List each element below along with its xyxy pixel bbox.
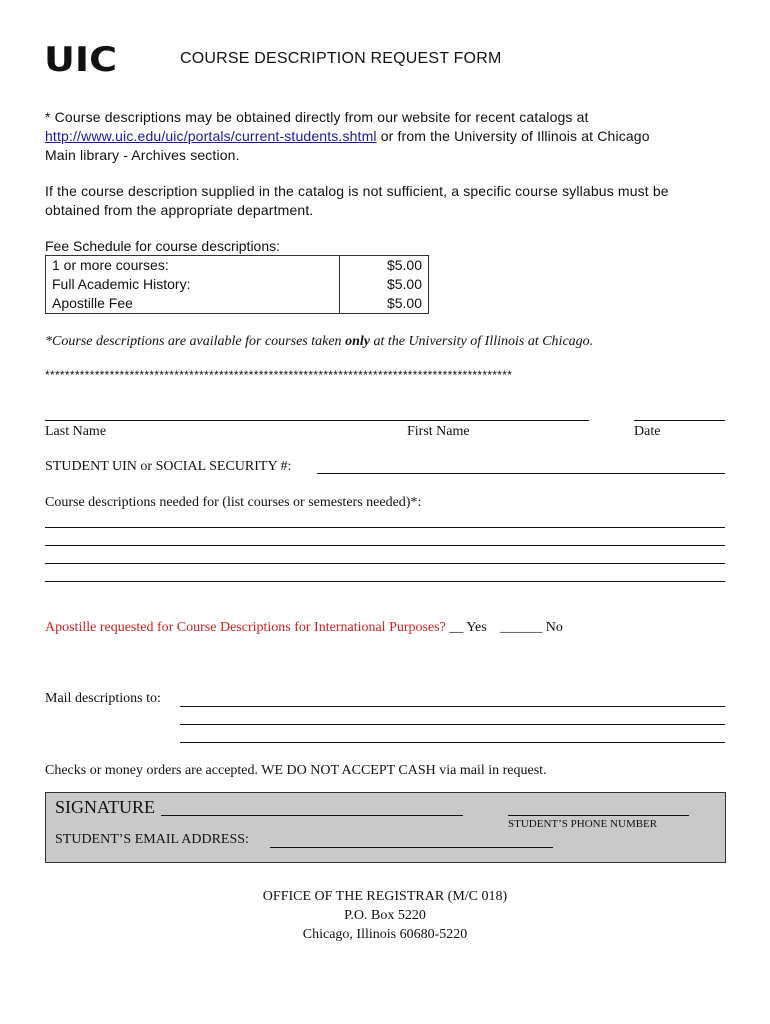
courses-field-line[interactable] xyxy=(45,545,725,546)
syllabus-line-2: obtained from the appropriate department. xyxy=(45,202,314,218)
apostille-row xyxy=(45,620,563,636)
registrar-address xyxy=(0,887,770,944)
intro-line-2-rest: or from the University of Illinois at Chicago xyxy=(376,128,650,144)
courses-label: Course descriptions needed for (list courses or semesters needed)*: xyxy=(45,495,422,510)
fee-price: $5.00 xyxy=(340,256,429,276)
email-field-line[interactable] xyxy=(270,847,553,848)
apostille-yes-blank[interactable]: __ xyxy=(449,620,464,635)
mail-field-line[interactable] xyxy=(180,742,725,743)
fee-table xyxy=(45,255,429,314)
apostille-question: Apostille requested for Course Descriptions for International Purposes? xyxy=(45,620,446,635)
fee-price: $5.00 xyxy=(340,294,429,314)
availability-note xyxy=(45,334,593,350)
intro-line-1: * Course descriptions may be obtained directly from our website for recent catalogs at xyxy=(45,109,589,125)
signature-label: SIGNATURE xyxy=(55,797,156,817)
name-field-line[interactable] xyxy=(45,420,589,421)
note-after: at the University of Illinois at Chicago. xyxy=(369,334,594,349)
intro-paragraph xyxy=(45,108,735,165)
apostille-yes-label: Yes xyxy=(466,620,487,635)
courses-field-line[interactable] xyxy=(45,563,725,564)
address-line-1: OFFICE OF THE REGISTRAR (M/C 018) xyxy=(262,889,508,904)
syllabus-line-1: If the course description supplied in the catalog is not sufficient, a specific course syllabus must be xyxy=(45,183,669,199)
payment-note: Checks or money orders are accepted. WE DO NOT ACCEPT CASH via mail in request. xyxy=(45,763,547,778)
intro-line-3: Main library - Archives section. xyxy=(45,147,240,163)
catalog-link[interactable]: http://www.uic.edu/uic/portals/current-students.shtml xyxy=(45,128,377,144)
syllabus-note xyxy=(45,182,735,220)
address-line-2: P.O. Box 5220 xyxy=(344,908,426,923)
phone-label: STUDENT’S PHONE NUMBER xyxy=(508,818,658,830)
intro-line-2 xyxy=(45,127,735,146)
mail-field-line[interactable] xyxy=(180,706,725,707)
date-field-line[interactable] xyxy=(634,420,725,421)
apostille-no-blank[interactable]: ______ xyxy=(500,620,543,635)
table-row xyxy=(46,256,429,276)
address-line-3: Chicago, Illinois 60680-5220 xyxy=(302,927,468,942)
apostille-no-label: No xyxy=(545,620,563,635)
page-title: COURSE DESCRIPTION REQUEST FORM xyxy=(180,50,502,67)
signature-field-line[interactable] xyxy=(161,815,463,816)
table-row xyxy=(46,294,429,314)
fee-schedule-caption: Fee Schedule for course descriptions: xyxy=(45,238,281,254)
fee-item: 1 or more courses: xyxy=(46,256,340,276)
courses-field-line[interactable] xyxy=(45,581,725,582)
fee-item: Full Academic History: xyxy=(46,275,340,294)
fee-price: $5.00 xyxy=(340,275,429,294)
mail-field-line[interactable] xyxy=(180,724,725,725)
uin-field-line[interactable] xyxy=(317,473,725,474)
fee-item: Apostille Fee xyxy=(46,294,340,314)
courses-field-line[interactable] xyxy=(45,527,725,528)
asterisk-separator: ********************************************************************************************** xyxy=(45,368,513,382)
email-label: STUDENT’S EMAIL ADDRESS: xyxy=(55,832,249,847)
uic-logo: UIC xyxy=(44,40,118,80)
date-label: Date xyxy=(634,424,661,439)
note-emphasis: only xyxy=(345,334,370,349)
phone-field-line[interactable] xyxy=(508,815,689,816)
first-name-label: First Name xyxy=(407,424,470,439)
uin-label: STUDENT UIN or SOCIAL SECURITY #: xyxy=(45,459,292,474)
last-name-label: Last Name xyxy=(45,424,107,439)
mail-label: Mail descriptions to: xyxy=(45,691,161,706)
table-row xyxy=(46,275,429,294)
note-before: *Course descriptions are available for courses taken xyxy=(45,334,346,349)
